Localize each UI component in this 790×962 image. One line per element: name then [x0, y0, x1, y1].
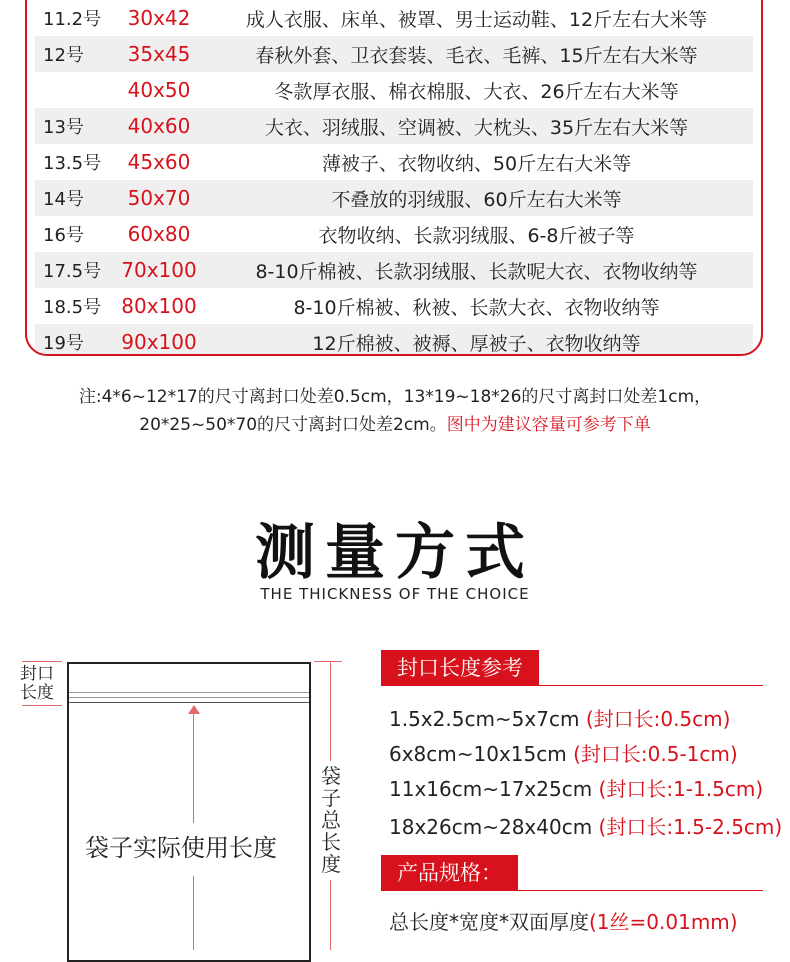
- seal-line-1: [69, 692, 309, 693]
- seal-ref-size: 11x16cm~17x25cm: [389, 777, 593, 801]
- seal-ref-item: [389, 773, 763, 802]
- size-number: 13号: [43, 117, 84, 138]
- size-dimension: 80x100: [121, 294, 197, 318]
- size-number: 11.2号: [43, 9, 102, 30]
- seal-line-2: [69, 697, 309, 698]
- suggested-use: 不叠放的羽绒服、60斤左右大米等: [331, 188, 622, 211]
- seal-top-mark: [22, 661, 62, 662]
- size-number: 19号: [43, 333, 84, 354]
- size-dimension: 45x60: [127, 150, 191, 174]
- size-dimension: 35x45: [127, 42, 191, 66]
- size-dimension: 70x100: [121, 258, 197, 282]
- seal-line-3: [69, 702, 309, 703]
- section-subtitle: THE THICKNESS OF THE CHOICE: [260, 585, 530, 603]
- table-row: [35, 0, 753, 36]
- spec-divider: [381, 890, 763, 891]
- size-dimension: 90x100: [121, 330, 197, 354]
- suggested-use: 12斤棉被、被褥、厚被子、衣物收纳等: [312, 332, 641, 355]
- suggested-use: 衣物收纳、长款羽绒服、6-8斤被子等: [318, 224, 635, 247]
- actual-length-label: 袋子实际使用长度: [83, 828, 279, 863]
- total-top-mark: [314, 661, 342, 662]
- seal-bottom-mark: [22, 705, 62, 706]
- spec-text: [389, 906, 738, 935]
- seal-ref-item: [389, 811, 782, 840]
- actual-length-arrow-line-lower: [193, 876, 194, 950]
- table-row: [35, 324, 753, 356]
- suggested-use: 8-10斤棉被、秋被、长款大衣、衣物收纳等: [293, 296, 660, 319]
- table-row: [35, 180, 753, 216]
- spec-tag: 产品规格：: [381, 855, 518, 891]
- total-length-label: 袋子总长度: [321, 764, 341, 876]
- spec-unit-note: (1丝=0.01mm): [589, 910, 738, 934]
- table-row: [35, 72, 753, 108]
- size-table-rows: [35, 0, 753, 356]
- size-dimension: 60x80: [127, 222, 191, 246]
- size-dimension: 30x42: [127, 6, 191, 30]
- seal-ref-length: (封口长:0.5-1cm): [573, 742, 738, 766]
- size-number: 13.5号: [43, 153, 102, 174]
- seal-ref-size: 1.5x2.5cm~5x7cm: [389, 707, 580, 731]
- spec-formula: 总长度*宽度*双面厚度: [389, 910, 589, 934]
- seal-ref-tag: 封口长度参考: [381, 650, 539, 686]
- size-dimension: 40x60: [127, 114, 191, 138]
- size-dimension: 50x70: [127, 186, 191, 210]
- size-number: 17.5号: [43, 261, 102, 282]
- suggested-use: 8-10斤棉被、长款羽绒服、长款呢大衣、衣物收纳等: [255, 260, 698, 283]
- note-line-2-text: 20*25~50*70的尺寸离封口处差2cm。: [139, 415, 447, 435]
- suggested-use: 冬款厚衣服、棉衣棉服、大衣、26斤左右大米等: [274, 80, 679, 103]
- note-line-1: 注:4*6~12*17的尺寸离封口处差0.5cm，13*19~18*26的尺寸离封口处差1cm，: [78, 387, 712, 407]
- size-number: 14号: [43, 189, 84, 210]
- seal-ref-divider: [381, 685, 763, 686]
- seal-length-label: 封口长度: [20, 664, 54, 703]
- seal-ref-size: 6x8cm~10x15cm: [389, 742, 567, 766]
- table-row: [35, 216, 753, 252]
- size-number: 12号: [43, 45, 84, 66]
- seal-ref-length: (封口长:1.5-2.5cm): [598, 815, 783, 839]
- seal-ref-length: (封口长:0.5cm): [585, 707, 731, 731]
- table-row: [35, 252, 753, 288]
- table-row: [35, 144, 753, 180]
- suggested-use: 薄被子、衣物收纳、50斤左右大米等: [321, 152, 632, 175]
- total-length-line-upper: [330, 661, 331, 761]
- suggested-use: 成人衣服、床单、被罩、男士运动鞋、12斤左右大米等: [245, 8, 708, 31]
- seal-ref-length: (封口长:1-1.5cm): [598, 777, 764, 801]
- seal-ref-item: [389, 703, 730, 732]
- note-line-2-highlight: 图中为建议容量可参考下单: [446, 415, 651, 435]
- section-title: 测量方式: [255, 518, 535, 588]
- actual-length-arrow-line: [193, 708, 194, 823]
- seal-ref-size: 18x26cm~28x40cm: [389, 815, 593, 839]
- table-row: [35, 108, 753, 144]
- size-table: [25, 0, 763, 356]
- arrow-up-icon: [188, 705, 200, 714]
- note-line-2: [0, 410, 790, 435]
- total-length-line-lower: [330, 880, 331, 950]
- size-number: 18.5号: [43, 297, 102, 318]
- table-row: [35, 288, 753, 324]
- table-row: [35, 36, 753, 72]
- suggested-use: 大衣、羽绒服、空调被、大枕头、35斤左右大米等: [264, 116, 689, 139]
- size-dimension: 40x50: [127, 78, 191, 102]
- seal-ref-item: [389, 738, 738, 767]
- suggested-use: 春秋外套、卫衣套装、毛衣、毛裤、15斤左右大米等: [255, 44, 698, 67]
- size-number: 16号: [43, 225, 84, 246]
